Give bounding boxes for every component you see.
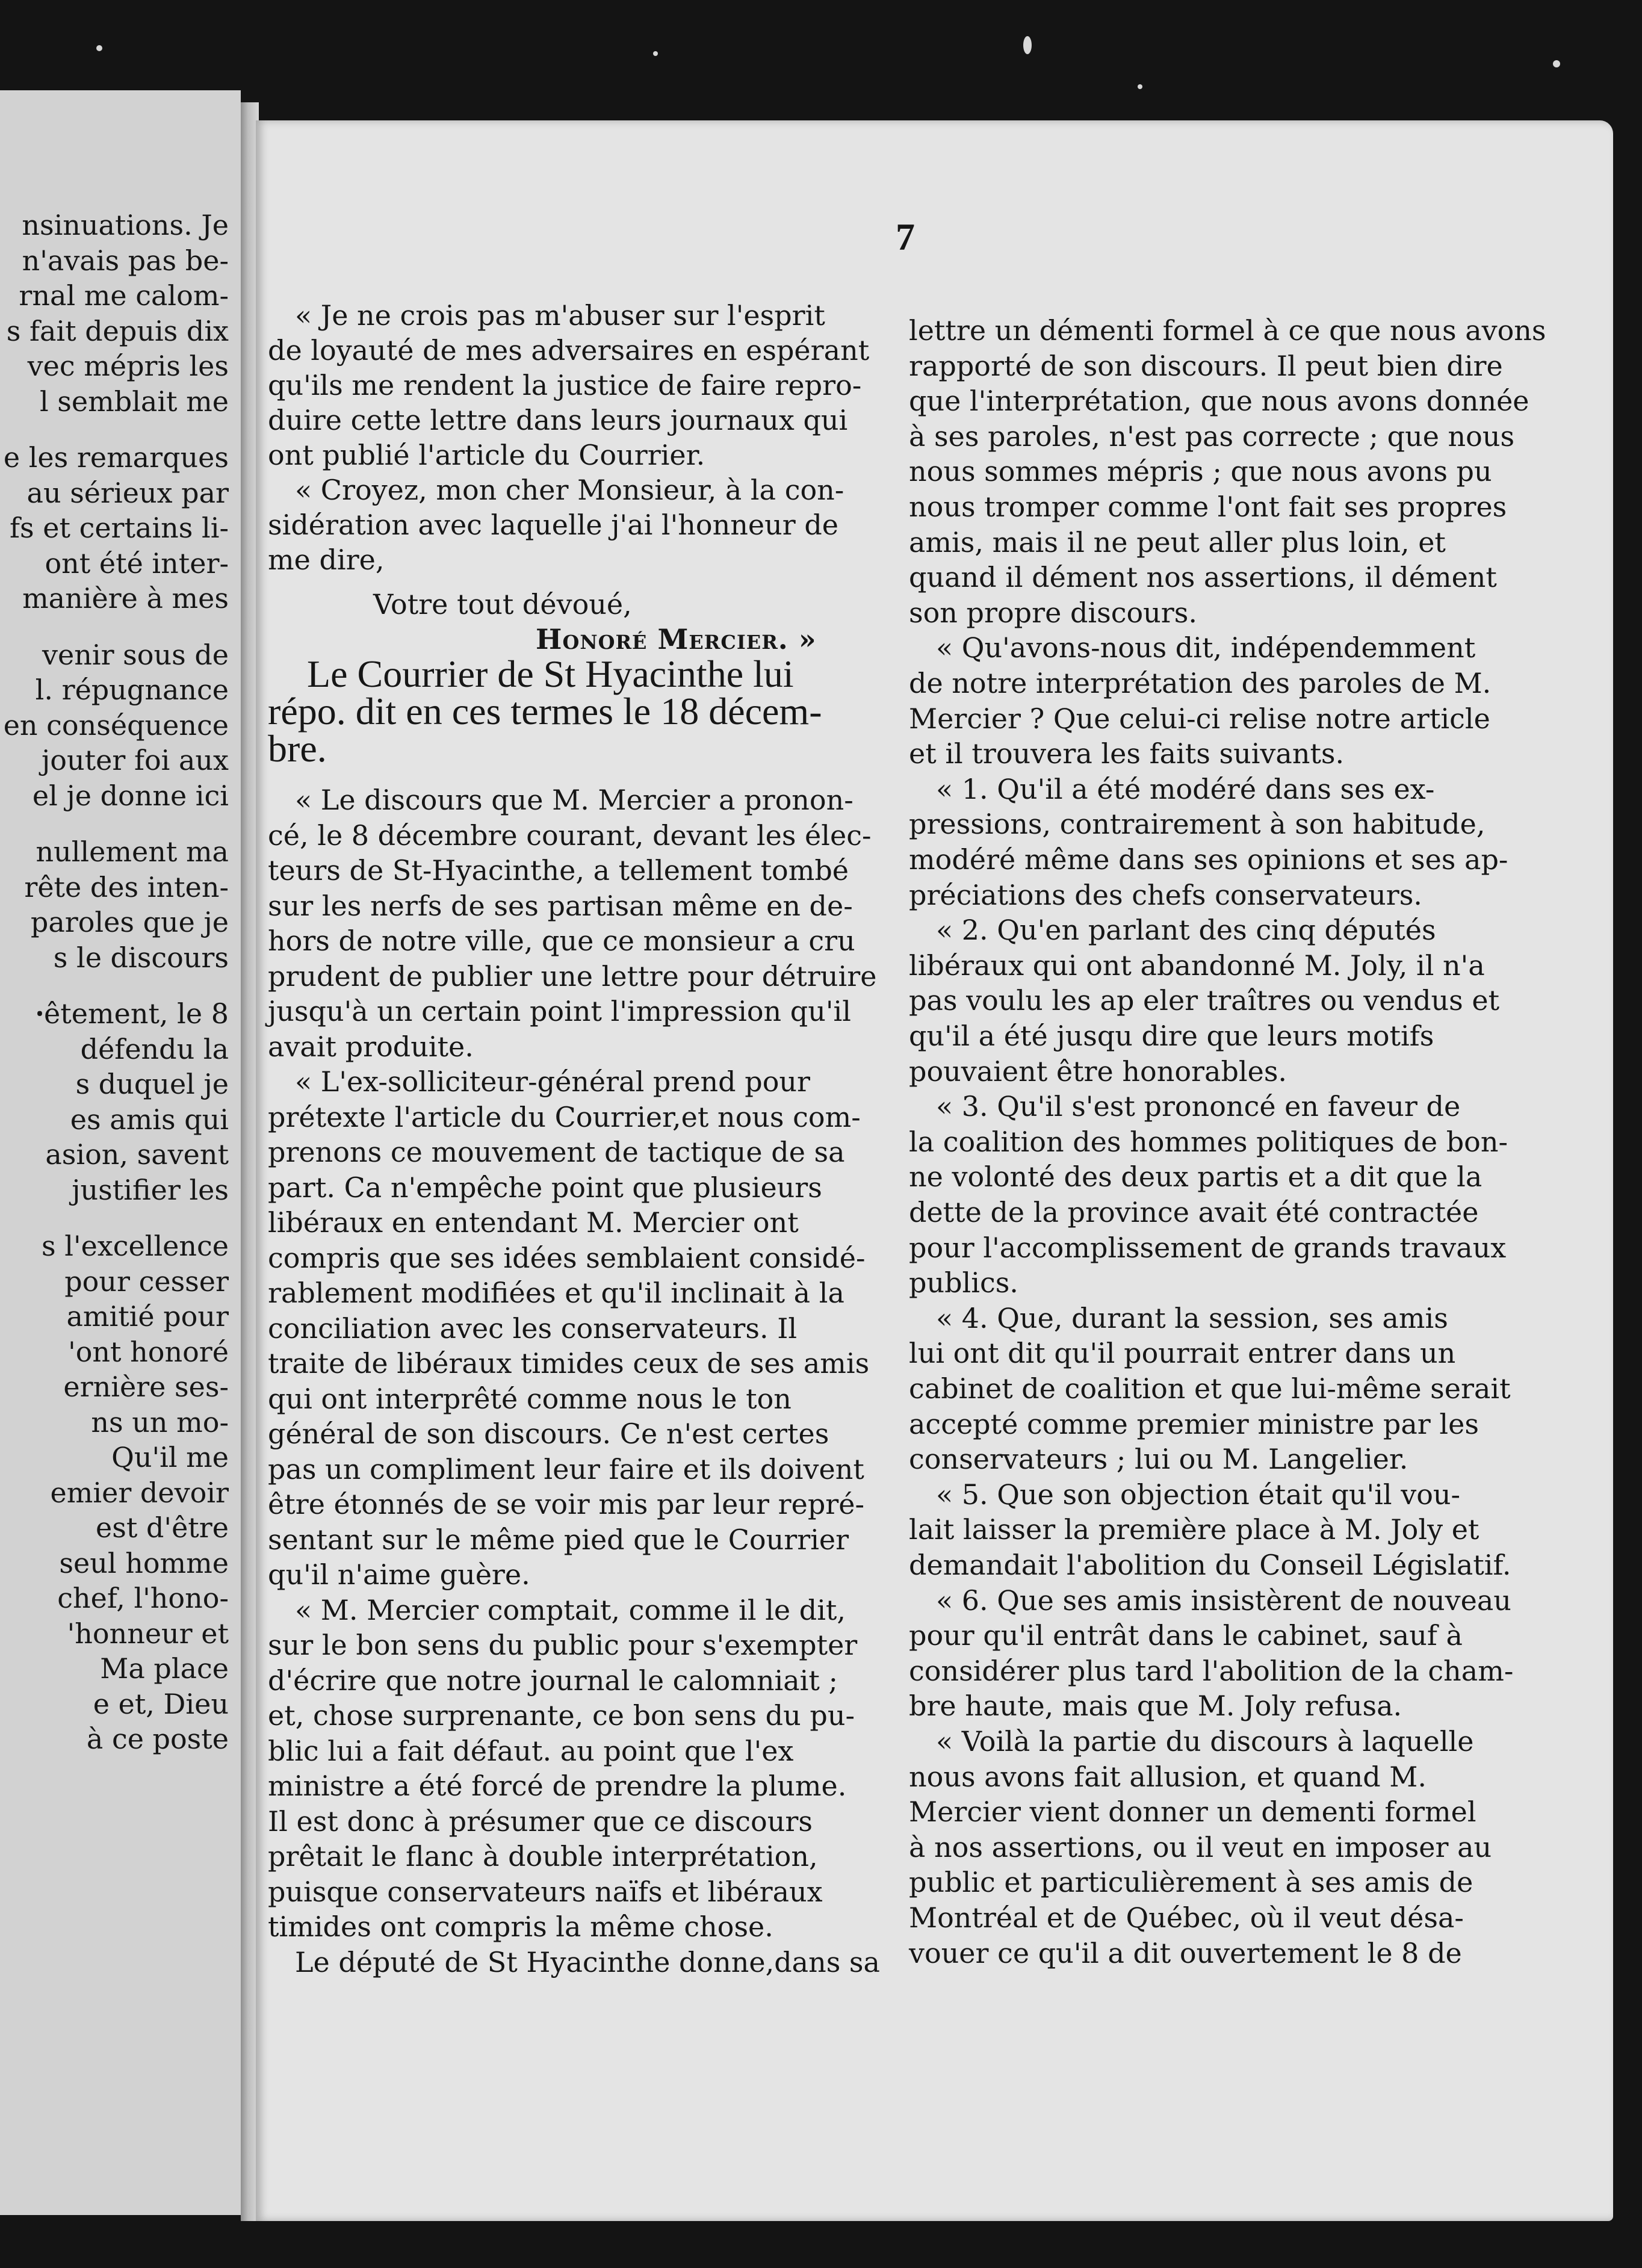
article-line: prudent de publier une lettre pour détruire	[268, 959, 877, 993]
article-line: « 4. Que, durant la session, ses amis	[936, 1301, 1448, 1334]
intro-line: bre.	[268, 727, 327, 770]
left-page-line: s duquel je	[75, 1068, 229, 1100]
article-line: son propre discours.	[909, 596, 1198, 629]
article-line: lait laisser la première place à M. Joly et	[909, 1513, 1479, 1546]
article-line: part. Ca n'empêche point que plusieurs	[268, 1171, 822, 1204]
article-line: puisque conservateurs naïfs et libéraux	[268, 1875, 823, 1908]
article-line: teurs de St-Hyacinthe, a tellement tombé	[268, 854, 849, 887]
article-line: Montréal et de Québec, où il veut désa-	[909, 1901, 1464, 1934]
article-line: considérer plus tard l'abolition de la cham-	[909, 1654, 1514, 1687]
article-line: public et particulièrement à ses amis de	[909, 1866, 1473, 1899]
article-line: sur le bon sens du public pour s'exempter	[268, 1629, 858, 1661]
article-line: cabinet de coalition et que lui-même serait	[909, 1372, 1511, 1405]
article-line: « Qu'avons-nous dit, indépendemment	[936, 631, 1476, 665]
left-page-line: ꞏêtement, le 8	[35, 997, 229, 1030]
article-line: « L'ex-solliciteur-général prend pour	[295, 1065, 811, 1098]
article-line: préciations des chefs conservateurs.	[909, 878, 1422, 911]
left-page-line: nullement ma	[36, 835, 229, 868]
left-page-line: pour cesser	[64, 1265, 229, 1298]
signature: Honoré Mercier. »	[536, 623, 817, 655]
left-page-line: manière à mes	[22, 582, 229, 615]
article-line: rablement modifiées et qu'il inclinait à la	[268, 1277, 844, 1309]
article-line: « 6. Que ses amis insistèrent de nouveau	[936, 1584, 1511, 1617]
article-line: nous sommes mépris ; que nous avons pu	[909, 455, 1492, 488]
article-line: sentant sur le même pied que le Courrier	[268, 1523, 849, 1556]
left-page-line: n'avais pas be-	[22, 244, 229, 277]
article-line: pressions, contrairement à son habitude,	[909, 808, 1486, 841]
article-line: cé, le 8 décembre courant, devant les élec-	[268, 819, 872, 852]
article-line: blic lui a fait défaut. au point que l'ex	[268, 1734, 794, 1767]
article-line: Il est donc à présumer que ce discours	[268, 1805, 813, 1838]
left-page-line: es amis qui	[70, 1103, 229, 1136]
left-page-line: jouter foi aux	[42, 744, 229, 776]
letter-line: de loyauté de mes adversaires en espérant	[268, 334, 870, 367]
letter-line: duire cette lettre dans leurs journaux qui	[268, 404, 848, 436]
article-line: être étonnés de se voir mis par leur repré-	[268, 1488, 865, 1520]
article-line: modéré même dans ses opinions et ses ap-	[909, 843, 1508, 876]
article-line: nous avons fait allusion, et quand M.	[909, 1760, 1427, 1793]
article-line: traite de libéraux timides ceux de ses amis	[268, 1347, 870, 1380]
page-number: 7	[896, 215, 915, 258]
dust-speck	[1138, 84, 1142, 89]
left-page-line: l semblait me	[39, 385, 229, 418]
left-page-line: s le discours	[53, 941, 229, 974]
left-page-line: 'ont honoré	[68, 1335, 229, 1368]
article-line: « M. Mercier comptait, comme il le dit,	[295, 1593, 846, 1626]
article-line: nous tromper comme l'ont fait ses propres	[909, 491, 1507, 523]
article-line: dette de la province avait été contractée	[909, 1196, 1479, 1228]
letter-line: me dire,	[268, 544, 385, 576]
article-line: « 1. Qu'il a été modéré dans ses ex-	[936, 772, 1435, 805]
left-page-line: justifier les	[72, 1173, 229, 1206]
article-line: Mercier ? Que celui-ci relise notre article	[909, 702, 1490, 735]
closing-line: Votre tout dévoué,	[373, 588, 632, 621]
article-line: que l'interprétation, que nous avons donnée	[909, 385, 1529, 418]
article-line: la coalition des hommes politiques de bon-	[909, 1125, 1508, 1158]
left-page-line: à ce poste	[86, 1723, 229, 1755]
left-page-line: au sérieux par	[26, 476, 229, 509]
left-page-line: s l'excellence	[42, 1230, 229, 1262]
left-page-line: 'honneur et	[67, 1617, 229, 1650]
article-line: vouer ce qu'il a dit ouvertement le 8 de	[909, 1936, 1462, 1969]
left-page-line: s fait depuis dix	[6, 314, 229, 347]
article-line: « 5. Que son objection était qu'il vou-	[936, 1478, 1461, 1511]
article-line: « 2. Qu'en parlant des cinq députés	[936, 914, 1436, 947]
left-page-line: paroles que je	[30, 906, 229, 938]
article-line: libéraux qui ont abandonné M. Joly, il n'a	[909, 949, 1485, 982]
article-line: sur les nerfs de ses partisan même en de-	[268, 889, 853, 922]
left-page-line: asion, savent	[45, 1138, 229, 1171]
article-line: « Voilà la partie du discours à laquelle	[936, 1725, 1474, 1758]
article-line: qu'il a été jusqu dire que leurs motifs	[909, 1020, 1434, 1052]
left-page-line: e les remarques	[3, 441, 229, 474]
left-page-line: Qu'il me	[111, 1441, 229, 1473]
dust-speck	[1553, 60, 1560, 67]
article-line: d'écrire que notre journal le calomniait ;	[268, 1664, 838, 1697]
article-line: Mercier vient donner un dementi formel	[909, 1796, 1476, 1829]
article-line: général de son discours. Ce n'est certes	[268, 1418, 829, 1450]
article-line: jusqu'à un certain point l'impression qu'il	[268, 995, 851, 1027]
article-line: demandait l'abolition du Conseil Législatif.	[909, 1549, 1511, 1581]
left-page-line: ns un mo-	[91, 1405, 229, 1439]
left-page-line: fs et certains li-	[9, 512, 229, 544]
article-line: lui ont dit qu'il pourrait entrer dans un	[909, 1337, 1456, 1370]
intro-line: répo. dit en ces termes le 18 décem-	[268, 690, 822, 733]
letter-line: « Croyez, mon cher Monsieur, à la con-	[295, 474, 844, 506]
left-page-line: nsinuations. Je	[22, 209, 229, 241]
article-line: accepté comme premier ministre par les	[909, 1407, 1479, 1440]
article-line: libéraux en entendant M. Mercier ont	[268, 1206, 799, 1239]
intro-line: Le Courrier de St Hyacinthe lui	[307, 652, 794, 695]
article-line: ministre a été forcé de prendre la plume.	[268, 1770, 847, 1802]
left-page-line: vec mépris les	[27, 350, 229, 382]
letter-line: sidération avec laquelle j'ai l'honneur de	[268, 509, 838, 541]
left-page-line: ont été inter-	[45, 547, 229, 580]
article-line: rapporté de son discours. Il peut bien dire	[909, 349, 1503, 382]
letter-line: qu'ils me rendent la justice de faire repro-	[268, 369, 862, 401]
left-page-line: l. répugnance	[35, 674, 229, 706]
article-line: quand il dément nos assertions, il dément	[909, 561, 1497, 594]
article-line: lettre un démenti formel à ce que nous avons	[909, 314, 1546, 347]
letter-line: « Je ne crois pas m'abuser sur l'esprit	[295, 299, 825, 332]
article-line: compris que ses idées semblaient considé-	[268, 1241, 866, 1274]
left-page-line: e et, Dieu	[93, 1687, 229, 1720]
dust-speck	[653, 51, 658, 56]
article-line: Le député de St Hyacinthe donne,dans sa	[295, 1945, 880, 1978]
article-line: conservateurs ; lui ou M. Langelier.	[909, 1443, 1408, 1476]
left-page	[0, 90, 241, 2215]
left-page-line: rnal me calom-	[19, 279, 229, 312]
article-line: publics.	[909, 1266, 1018, 1300]
article-line: pour qu'il entrât dans le cabinet, sauf à	[909, 1619, 1463, 1652]
article-line: et il trouvera les faits suivants.	[909, 737, 1345, 770]
article-line: « Le discours que M. Mercier a pronon-	[295, 784, 854, 816]
left-page-line: seul homme	[59, 1546, 229, 1579]
article-line: qui ont interprêté comme nous le ton	[268, 1382, 792, 1415]
article-line: amis, mais il ne peut aller plus loin, et	[909, 525, 1446, 559]
dust-speck	[1023, 36, 1032, 54]
left-page-line: el je donne ici	[32, 779, 229, 812]
article-line: hors de notre ville, que ce monsieur a cru	[268, 925, 855, 957]
article-line: à nos assertions, ou il veut en imposer au	[909, 1830, 1492, 1864]
article-line: pouvaient être honorables.	[909, 1055, 1287, 1088]
article-line: prétexte l'article du Courrier,et nous com-	[268, 1100, 861, 1133]
left-page-line: est d'être	[96, 1511, 229, 1544]
article-line: « 3. Qu'il s'est prononcé en faveur de	[936, 1090, 1461, 1123]
article-line: et, chose surprenante, ce bon sens du pu-	[268, 1699, 855, 1732]
left-page-line: ernière ses-	[63, 1371, 229, 1403]
article-line: conciliation avec les conservateurs. Il	[268, 1312, 798, 1345]
article-line: ne volonté des deux partis et a dit que la	[909, 1160, 1482, 1194]
left-page-line: rête des inten-	[24, 870, 229, 903]
left-page-line: chef, l'hono-	[57, 1582, 229, 1614]
dust-speck	[96, 45, 102, 51]
article-line: de notre interprétation des paroles de M.	[909, 667, 1492, 699]
article-line: pas voulu les ap eler traîtres ou vendus et	[909, 984, 1500, 1017]
article-line: à ses paroles, n'est pas correcte ; que nous	[909, 420, 1515, 453]
article-line: prenons ce mouvement de tactique de sa	[268, 1136, 845, 1168]
article-line: pas un compliment leur faire et ils doivent	[268, 1452, 864, 1486]
left-page-line: venir sous de	[42, 638, 229, 671]
left-page-line: en conséquence	[3, 708, 229, 742]
article-line: pour l'accomplissement de grands travaux	[909, 1231, 1507, 1264]
article-line: qu'il n'aime guère.	[268, 1558, 530, 1591]
left-page-line: emier devoir	[50, 1476, 229, 1509]
article-line: avait produite.	[268, 1030, 474, 1063]
letter-line: ont publié l'article du Courrier.	[268, 439, 705, 471]
article-line: prêtait le flanc à double interprétation,	[268, 1840, 818, 1873]
article-line: bre haute, mais que M. Joly refusa.	[909, 1690, 1402, 1723]
left-page-line: amitié pour	[66, 1300, 229, 1333]
left-page-line: Ma place	[100, 1652, 229, 1685]
article-line: timides ont compris la même chose.	[268, 1910, 773, 1943]
left-page-line: défendu la	[80, 1032, 229, 1065]
